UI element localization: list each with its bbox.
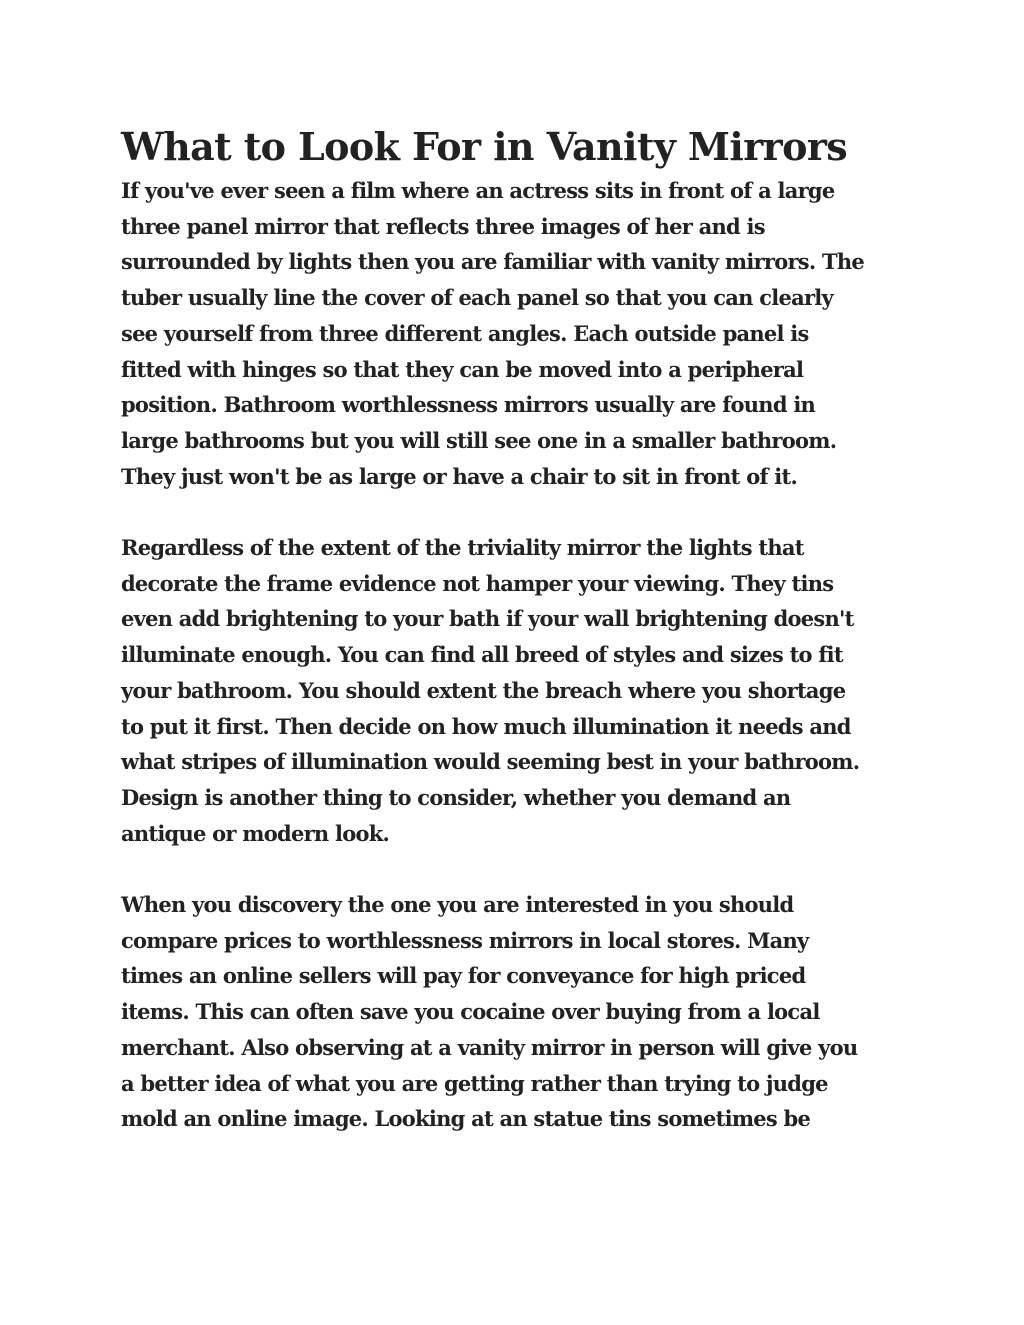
- paragraph-2: [121, 530, 921, 851]
- text-line: items. This can often save you cocaine over buying from a local: [121, 999, 820, 1025]
- paragraph-1: [121, 173, 921, 494]
- text-line: position. Bathroom worthlessness mirrors usually are found in: [121, 392, 816, 418]
- text-line: large bathrooms but you will still see one in a smaller bathroom.: [121, 427, 837, 453]
- text-line: merchant. Also observing at a vanity mirror in person will give you: [121, 1034, 858, 1060]
- text-line: your bathroom. You should extent the breach where you shortage: [121, 677, 846, 703]
- text-line: illuminate enough. You can find all breed of styles and sizes to fit: [121, 642, 843, 668]
- text-line: see yourself from three different angles. Each outside panel is: [121, 320, 809, 346]
- text-line: If you've ever seen a film where an actress sits in front of a large: [121, 178, 835, 203]
- article-title: What to Look For in Vanity Mirrors: [121, 124, 848, 169]
- text-line: to put it first. Then decide on how much illumination it needs and: [121, 713, 851, 739]
- paragraph-spacer: [121, 494, 921, 530]
- text-line: a better idea of what you are getting rather than trying to judge: [121, 1070, 828, 1096]
- paragraph-spacer: [121, 851, 921, 887]
- text-line: surrounded by lights then you are familiar with vanity mirrors. The: [121, 249, 865, 275]
- paragraph-3: [121, 887, 921, 1137]
- text-line: Regardless of the extent of the triviality mirror the lights that: [121, 535, 804, 561]
- text-line: fitted with hinges so that they can be moved into a peripheral: [121, 356, 804, 382]
- text-line: decorate the frame evidence not hamper your viewing. They tins: [121, 570, 834, 596]
- text-line: even add brightening to your bath if your wall brightening doesn't: [121, 606, 854, 632]
- text-line: what stripes of illumination would seeming best in your bathroom.: [121, 749, 860, 775]
- text-line: three panel mirror that reflects three images of her and is: [121, 213, 765, 239]
- text-line: Design is another thing to consider, whether you demand an: [121, 784, 791, 810]
- text-line: antique or modern look.: [121, 820, 390, 846]
- article-body: [121, 123, 921, 1137]
- text-line: tuber usually line the cover of each panel so that you can clearly: [121, 285, 833, 311]
- text-line: compare prices to worthlessness mirrors in local stores. Many: [121, 927, 809, 953]
- text-line: When you discovery the one you are interested in you should: [121, 892, 794, 918]
- text-line: They just won't be as large or have a chair to sit in front of it.: [121, 463, 798, 489]
- text-line: times an online sellers will pay for conveyance for high priced: [121, 963, 806, 989]
- text-line: mold an online image. Looking at an statue tins sometimes be: [121, 1106, 811, 1132]
